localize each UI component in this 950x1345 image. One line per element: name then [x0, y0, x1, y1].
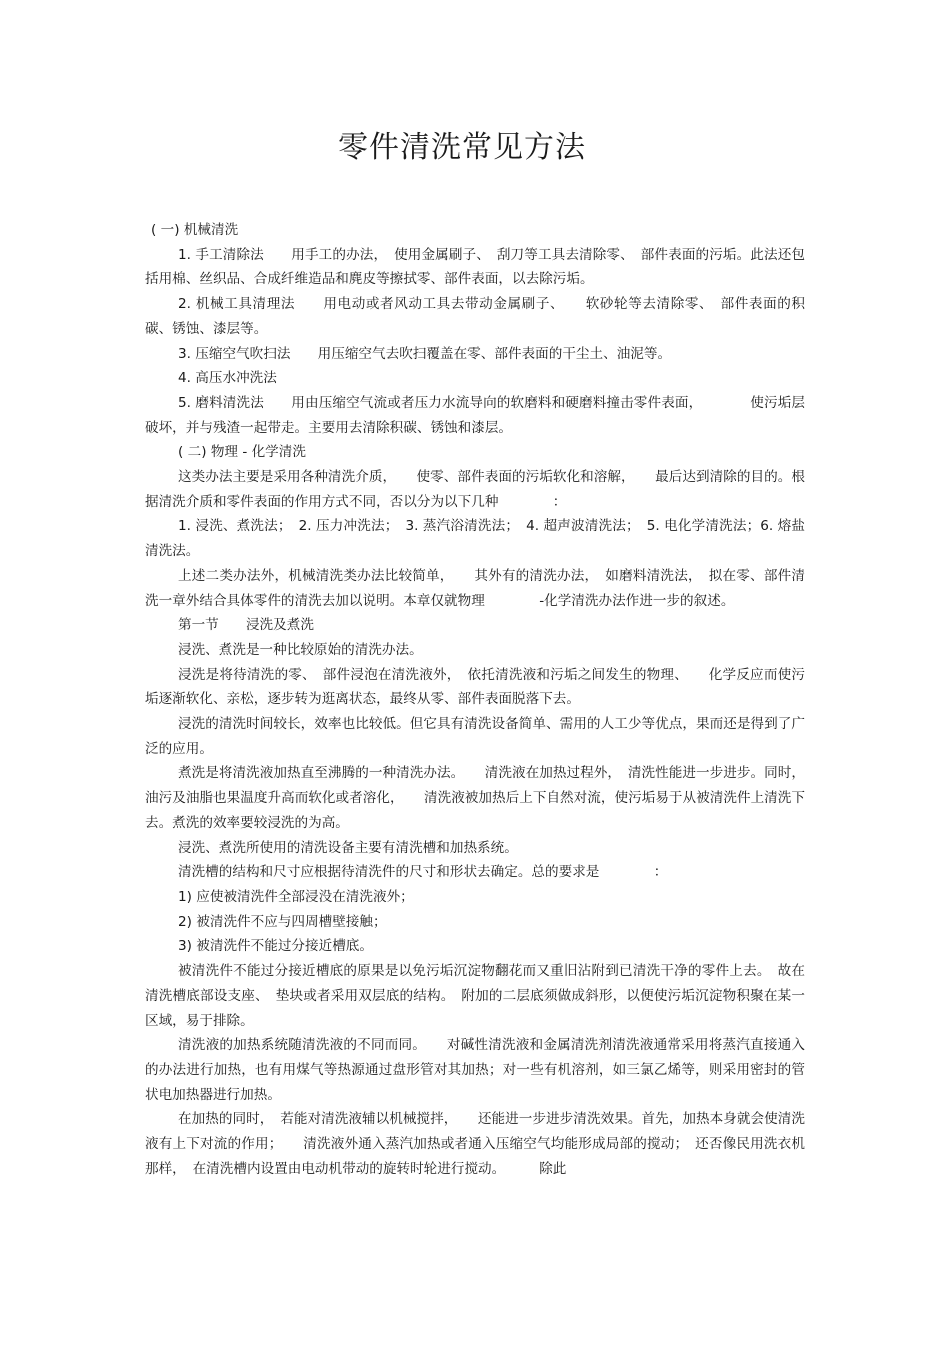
body-paragraph: 2) 被清洗件不应与四周槽壁接触； [178, 913, 387, 930]
body-paragraph: 清洗液的加热系统随清洗液的不同而同。 对碱性清洗液和金属清洗剂清洗液通常采用将蒸汽直接通入的办法进行加热，也有用煤气等热源通过盘形管对其加热；对一些有机溶剂，如三氯乙烯等，则采用密封的管状电加热器进行加热。 [145, 1037, 805, 1103]
body-paragraph: 3. 压缩空气吹扫法 用压缩空气去吹扫覆盖在零、部件表面的干尘土、油泥等。 [178, 345, 672, 362]
body-paragraph: 1. 手工清除法 用手工的办法， 使用金属刷子、 刮刀等工具去清除零、 部件表面的污垢。此法还包括用棉、丝织品、合成纤维造品和麂皮等擦拭零、部件表面，以去除污垢。 [145, 246, 805, 288]
body-paragraph: 1. 浸洗、煮洗法； 2. 压力冲洗法； 3. 蒸汽浴清洗法； 4. 超声波清洗法； 5. 电化学清洗法；6. 熔盐清洗法。 [145, 518, 805, 560]
body-paragraph: 被清洗件不能过分接近槽底的原果是以免污垢沉淀物翻花而又重旧沾附到已清洗干净的零件上去。 故在清洗槽底部设支座、 垫块或者采用双层底的结构。 附加的二层底须做成斜形，以便使污垢沉淀物积聚在某一区域，易于排除。 [145, 963, 805, 1029]
body-paragraph: 浸洗的清洗时间较长，效率也比较低。但它具有清洗设备简单、需用的人工少等优点，果而还是得到了广泛的应用。 [145, 716, 805, 757]
body-paragraph: 第一节 浸洗及煮洗 [178, 617, 314, 634]
body-paragraph: ( 二) 物理 - 化学清洗 [178, 444, 306, 461]
body-paragraph: 煮洗是将清洗液加热直至沸腾的一种清洗办法。 清洗液在加热过程外， 清洗性能进一步进步。同时，油污及油脂也果温度升高而软化或者溶化， 清洗液被加热后上下自然对流，使污垢易于从被清洗件上清洗下去。煮洗的效率要较浸洗的为高。 [145, 765, 805, 831]
body-paragraph: 5. 磨料清洗法 用由压缩空气流或者压力水流导向的软磨料和硬磨料撞击零件表面， 使污垢层破坏，并与残渣一起带走。主要用去清除积碳、锈蚀和漆层。 [145, 394, 805, 436]
section-heading: ( 一) 机械清洗 [151, 222, 239, 238]
body-paragraph: 浸洗、煮洗是一种比较原始的清洗办法。 [178, 641, 423, 658]
body-paragraph: 1) 应使被清洗件全部浸没在清洗液外； [178, 888, 414, 905]
body-paragraph: 4. 高压水冲洗法 [178, 370, 277, 387]
body-paragraph: 浸洗、煮洗所使用的清洗设备主要有清洗槽和加热系统。 [178, 839, 518, 856]
body-paragraph: 3) 被清洗件不能过分接近槽底。 [178, 938, 373, 955]
body-paragraph: 浸洗是将待清洗的零、 部件浸泡在清洗液外， 依托清洗液和污垢之间发生的物理、 化学反应而使污垢逐渐软化、亲松，逐步转为逛离状态，最终从零、部件表面脱落下去。 [145, 666, 805, 708]
document-body [145, 218, 805, 1181]
body-paragraph: 这类办法主要是采用各种清洗介质， 使零、部件表面的污垢软化和溶解， 最后达到清除的目的。根据清洗介质和零件表面的作用方式不同，否以分为以下几种 ： [145, 469, 805, 510]
document-title: 零件清洗常见方法 [338, 130, 586, 165]
body-paragraph: 清洗槽的结构和尺寸应根据待清洗件的尺寸和形状去确定。总的要求是 ： [178, 864, 668, 881]
body-paragraph: 在加热的同时， 若能对清洗液辅以机械搅拌， 还能进一步进步清洗效果。首先，加热本身就会使清洗液有上下对流的作用； 清洗液外通入蒸汽加热或者通入压缩空气均能形成局部的搅动； 还否像民用洗衣机那样， 在清洗槽内设置由电动机带动的旋转时轮进行搅动。 除此 [145, 1111, 805, 1177]
body-paragraph: 上述二类办法外，机械清洗类办法比较简单， 其外有的清洗办法， 如磨料清洗法， 拟在零、部件清洗一章外结合具体零件的清洗去加以说明。本章仅就物理 -化学清洗办法作进一步的叙述。 [145, 567, 805, 609]
body-paragraph: 2. 机械工具清理法 用电动或者风动工具去带动金属刷子、 软砂轮等去清除零、 部件表面的积碳、锈蚀、漆层等。 [145, 296, 805, 337]
